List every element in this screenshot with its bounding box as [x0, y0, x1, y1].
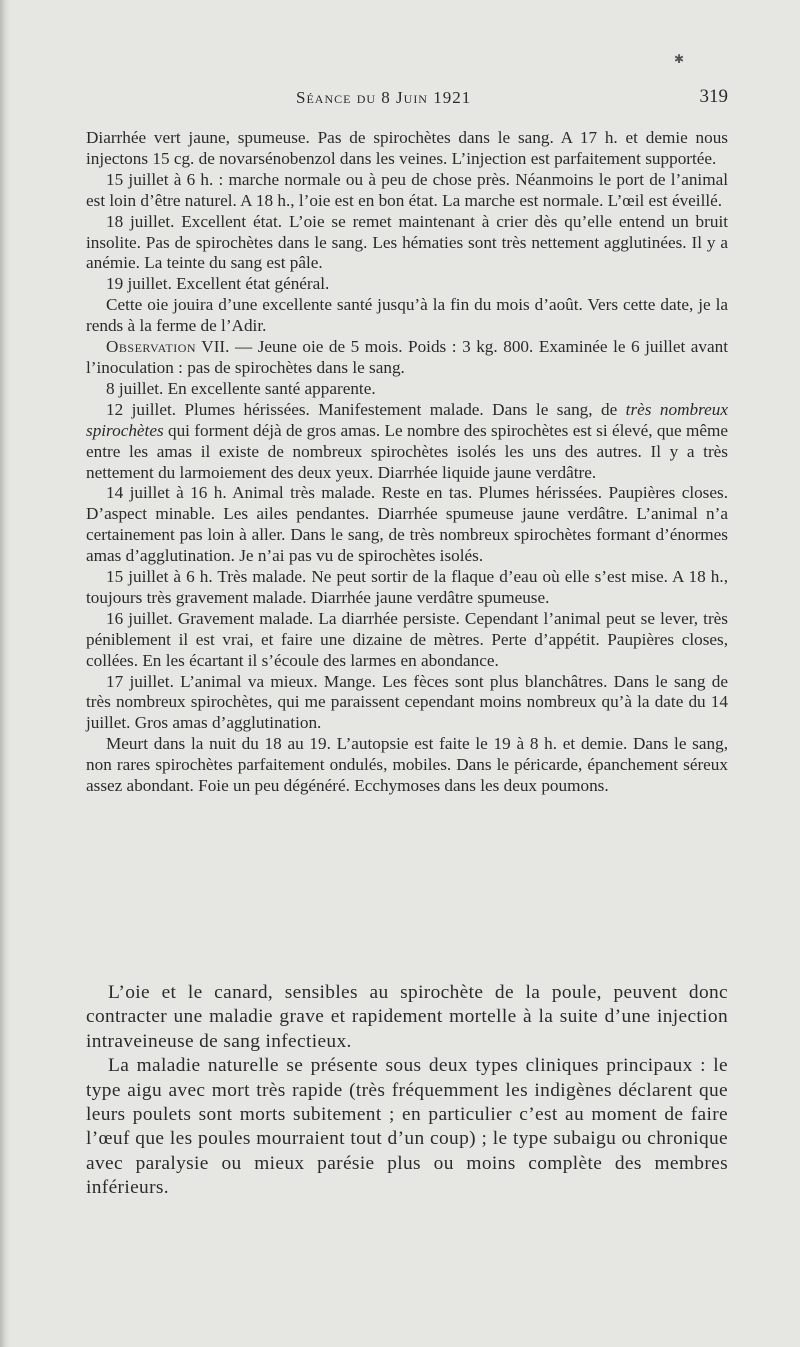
note-paragraph: Meurt dans la nuit du 18 au 19. L’autopsie est faite le 19 à 8 h. et demie. Dans le sang, non rares spirochètes parfaitement ondulés, mobiles. Dans le péricarde, épanchement séreux assez abondant. Foie un peu dégénéré. Ecchymoses dans les deux poumons.: [86, 734, 728, 796]
body-paragraph: L’oie et le canard, sensibles au spirochète de la poule, peuvent donc contracter une maladie grave et rapidement mortelle à la suite d’une injection intraveineuse de sang infectieux.: [86, 982, 728, 1052]
running-title: Séance du 8 Juin 1921: [296, 88, 472, 107]
main-text: [86, 981, 728, 1201]
note-paragraph: 17 juillet. L’animal va mieux. Mange. Les fèces sont plus blanchâtres. Dans le sang de très nombreux spirochètes, qui me paraissent cependant moins nombreux qu’à la date du 14 juillet. Gros amas d’agglutination.: [86, 671, 728, 733]
note-text: 12 juillet. Plumes hérissées. Manifestement malade. Dans le sang, de: [106, 399, 626, 419]
note-paragraph: 18 juillet. Excellent état. L’oie se remet maintenant à crier dès qu’elle entend un bruit insolite. Pas de spirochètes dans le sang. Les hématies sont très nettement agglutinées. Il y a anémie. La teinte du sang est pâle.: [86, 211, 728, 273]
observation-text: VII. — Jeune oie de 5 mois. Poids : 3 kg. 800. Examinée le 6 juillet avant l’inoculation : pas de spirochètes dans le sang.: [86, 337, 728, 377]
note-paragraph: 15 juillet à 6 h. : marche normale ou à peu de chose près. Néanmoins le port de l’animal est loin d’être naturel. A 18 h., l’oie est en bon état. La marche est normale. L’œil est éveillé.: [86, 169, 728, 210]
note-paragraph: [86, 400, 728, 484]
observation-heading-paragraph: [86, 337, 728, 379]
italic-emphasis: très nombreux spirochètes: [86, 399, 728, 440]
page-header: [86, 88, 728, 114]
note-paragraph: 14 juillet à 16 h. Animal très malade. Reste en tas. Plumes hérissées. Paupières closes. D’aspect minable. Les ailes pendantes. Diarrhée spumeuse jaune verdâtre. L’animal n’a certainement pas loin à aller. Dans le sang, de très nombreux spirochètes formant d’énormes amas d’agglutination. Je n’ai pas vu de spirochètes isolés.: [86, 483, 728, 566]
page-binding-edge: [0, 0, 10, 1347]
corner-mark: ✱: [674, 52, 685, 66]
note-paragraph: 16 juillet. Gravement malade. La diarrhée persiste. Cependant l’animal peut se lever, très péniblement il est vrai, et faire une dizaine de mètres. Perte d’appétit. Paupières closes, collées. En les écartant il s’écoule des larmes en abondance.: [86, 608, 728, 670]
observation-notes: [86, 128, 728, 797]
observation-label: Observation: [106, 337, 197, 357]
note-paragraph: Cette oie jouira d’une excellente santé jusqu’à la fin du mois d’août. Vers cette date, je la rends à la ferme de l’Adir.: [86, 295, 728, 336]
body-paragraph: La maladie naturelle se présente sous deux types cliniques principaux : le type aigu avec mort très rapide (très fréquemment les indigènes déclarent que leurs poulets sont morts subitement ; en particulier c’est au moment de faire l’œuf que les poules mourraient tout d’un coup) ; le type subaigu ou chronique avec paralysie ou mieux parésie plus ou moins complète des membres inférieurs.: [86, 1055, 728, 1199]
note-paragraph: 15 juillet à 6 h. Très malade. Ne peut sortir de la flaque d’eau où elle s’est mise. A 18 h., toujours très gravement malade. Diarrhée jaune verdâtre spumeuse.: [86, 567, 728, 607]
note-text: qui forment déjà de gros amas. Le nombre des spirochètes est si élevé, que même entre les amas il existe de nombreux spirochètes isolés les uns des autres. Il y a très nettement du larmoiement des deux yeux. Diarrhée liquide jaune verdâtre.: [86, 420, 728, 482]
note-paragraph: Diarrhée vert jaune, spumeuse. Pas de spirochètes dans le sang. A 17 h. et demie nous injectons 15 cg. de novarsénobenzol dans les veines. L’injection est parfaitement supportée.: [86, 128, 728, 168]
note-paragraph: 19 juillet. Excellent état général.: [106, 274, 330, 294]
note-paragraph: 8 juillet. En excellente santé apparente.: [106, 378, 376, 398]
page-number: 319: [699, 86, 728, 107]
